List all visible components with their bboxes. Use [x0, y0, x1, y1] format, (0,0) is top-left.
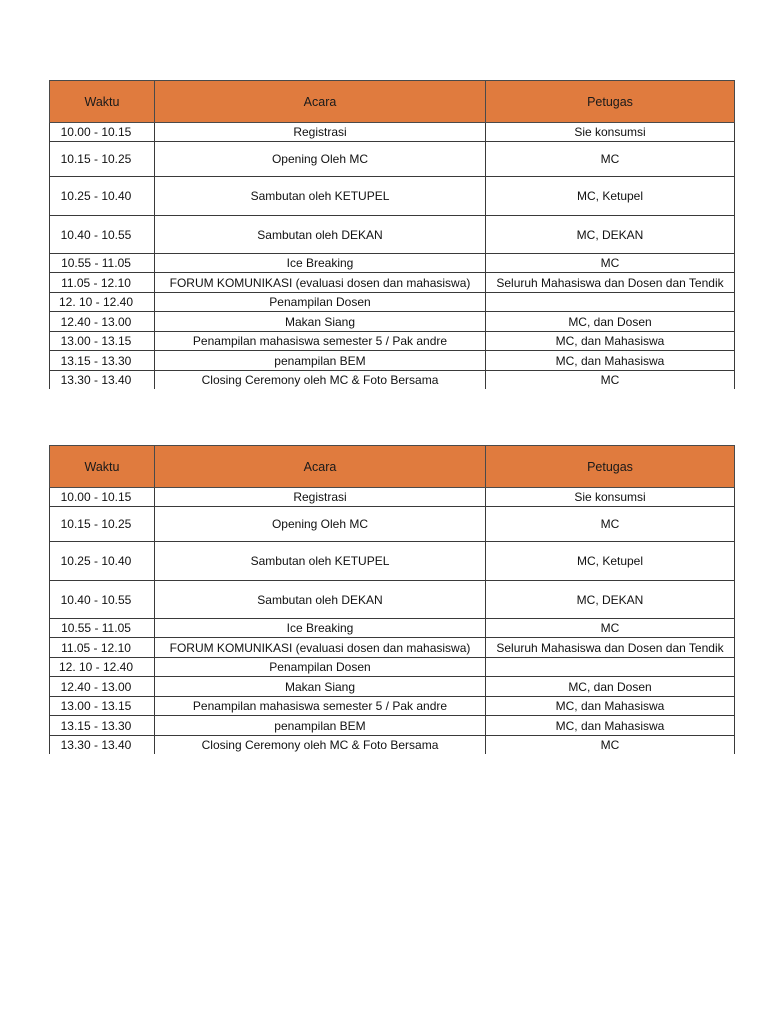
staff-cell: MC — [486, 142, 735, 177]
table-row — [50, 619, 735, 638]
time-cell: 10.25 - 10.40 — [50, 542, 155, 581]
event-cell: penampilan BEM — [155, 351, 486, 371]
staff-cell: Seluruh Mahasiswa dan Dosen dan Tendik — [486, 273, 735, 293]
time-cell: 13.15 - 13.30 — [50, 716, 155, 736]
staff-cell: MC — [486, 254, 735, 273]
table-row — [50, 736, 735, 754]
time-cell: 13.30 - 13.40 — [50, 736, 155, 754]
table-row — [50, 273, 735, 293]
event-cell: FORUM KOMUNIKASI (evaluasi dosen dan mahasiswa) — [155, 638, 486, 658]
header-time: Waktu — [50, 81, 155, 123]
staff-cell: MC — [486, 507, 735, 542]
staff-cell — [486, 293, 735, 312]
table-row — [50, 177, 735, 216]
table-row — [50, 716, 735, 736]
staff-cell: MC, dan Mahasiswa — [486, 332, 735, 351]
event-cell: penampilan BEM — [155, 716, 486, 736]
table-row — [50, 142, 735, 177]
table-row — [50, 581, 735, 619]
table-header-row — [50, 446, 735, 488]
time-cell: 10.00 - 10.15 — [50, 488, 155, 507]
event-cell: Opening Oleh MC — [155, 507, 486, 542]
table-row — [50, 677, 735, 697]
event-cell: Registrasi — [155, 488, 486, 507]
table-row — [50, 697, 735, 716]
table-row — [50, 312, 735, 332]
event-cell: Penampilan mahasiswa semester 5 / Pak andre — [155, 697, 486, 716]
table-row — [50, 332, 735, 351]
event-cell: Makan Siang — [155, 677, 486, 697]
time-cell: 13.30 - 13.40 — [50, 371, 155, 389]
header-event: Acara — [155, 81, 486, 123]
time-cell: 12.40 - 13.00 — [50, 312, 155, 332]
time-cell: 10.00 - 10.15 — [50, 123, 155, 142]
table-row — [50, 488, 735, 507]
event-cell: Penampilan Dosen — [155, 293, 486, 312]
staff-cell: MC, dan Mahasiswa — [486, 351, 735, 371]
staff-cell: Seluruh Mahasiswa dan Dosen dan Tendik — [486, 638, 735, 658]
event-cell: Makan Siang — [155, 312, 486, 332]
time-cell: 13.15 - 13.30 — [50, 351, 155, 371]
time-cell: 10.40 - 10.55 — [50, 216, 155, 254]
time-cell: 11.05 - 12.10 — [50, 273, 155, 293]
header-staff: Petugas — [486, 81, 735, 123]
table-row — [50, 371, 735, 389]
staff-cell: Sie konsumsi — [486, 488, 735, 507]
event-cell: Closing Ceremony oleh MC & Foto Bersama — [155, 371, 486, 389]
event-cell: Sambutan oleh KETUPEL — [155, 542, 486, 581]
time-cell: 10.40 - 10.55 — [50, 581, 155, 619]
table-row — [50, 351, 735, 371]
table-row — [50, 216, 735, 254]
header-time: Waktu — [50, 446, 155, 488]
event-cell: FORUM KOMUNIKASI (evaluasi dosen dan mahasiswa) — [155, 273, 486, 293]
staff-cell: Sie konsumsi — [486, 123, 735, 142]
time-cell: 10.55 - 11.05 — [50, 254, 155, 273]
time-cell: 10.15 - 10.25 — [50, 142, 155, 177]
staff-cell: MC, Ketupel — [486, 542, 735, 581]
event-cell: Sambutan oleh DEKAN — [155, 581, 486, 619]
staff-cell: MC, Ketupel — [486, 177, 735, 216]
time-cell: 12. 10 - 12.40 — [50, 658, 155, 677]
event-cell: Opening Oleh MC — [155, 142, 486, 177]
staff-cell: MC, DEKAN — [486, 581, 735, 619]
event-cell: Closing Ceremony oleh MC & Foto Bersama — [155, 736, 486, 754]
schedule-table-2 — [49, 445, 735, 754]
event-cell: Sambutan oleh DEKAN — [155, 216, 486, 254]
event-cell: Penampilan mahasiswa semester 5 / Pak andre — [155, 332, 486, 351]
event-cell: Ice Breaking — [155, 254, 486, 273]
event-cell: Penampilan Dosen — [155, 658, 486, 677]
table-row — [50, 638, 735, 658]
time-cell: 13.00 - 13.15 — [50, 332, 155, 351]
staff-cell: MC — [486, 619, 735, 638]
schedule-table-1 — [49, 80, 735, 389]
time-cell: 12.40 - 13.00 — [50, 677, 155, 697]
staff-cell: MC, dan Mahasiswa — [486, 716, 735, 736]
staff-cell: MC — [486, 371, 735, 389]
staff-cell: MC, dan Mahasiswa — [486, 697, 735, 716]
staff-cell: MC, dan Dosen — [486, 677, 735, 697]
table-row — [50, 542, 735, 581]
table-header-row — [50, 81, 735, 123]
event-cell: Registrasi — [155, 123, 486, 142]
time-cell: 12. 10 - 12.40 — [50, 293, 155, 312]
table-row — [50, 507, 735, 542]
staff-cell: MC — [486, 736, 735, 754]
table-row — [50, 293, 735, 312]
staff-cell: MC, dan Dosen — [486, 312, 735, 332]
time-cell: 10.25 - 10.40 — [50, 177, 155, 216]
event-cell: Ice Breaking — [155, 619, 486, 638]
time-cell: 11.05 - 12.10 — [50, 638, 155, 658]
time-cell: 13.00 - 13.15 — [50, 697, 155, 716]
event-cell: Sambutan oleh KETUPEL — [155, 177, 486, 216]
time-cell: 10.55 - 11.05 — [50, 619, 155, 638]
staff-cell: MC, DEKAN — [486, 216, 735, 254]
header-event: Acara — [155, 446, 486, 488]
header-staff: Petugas — [486, 446, 735, 488]
table-row — [50, 658, 735, 677]
staff-cell — [486, 658, 735, 677]
time-cell: 10.15 - 10.25 — [50, 507, 155, 542]
table-row — [50, 123, 735, 142]
table-row — [50, 254, 735, 273]
